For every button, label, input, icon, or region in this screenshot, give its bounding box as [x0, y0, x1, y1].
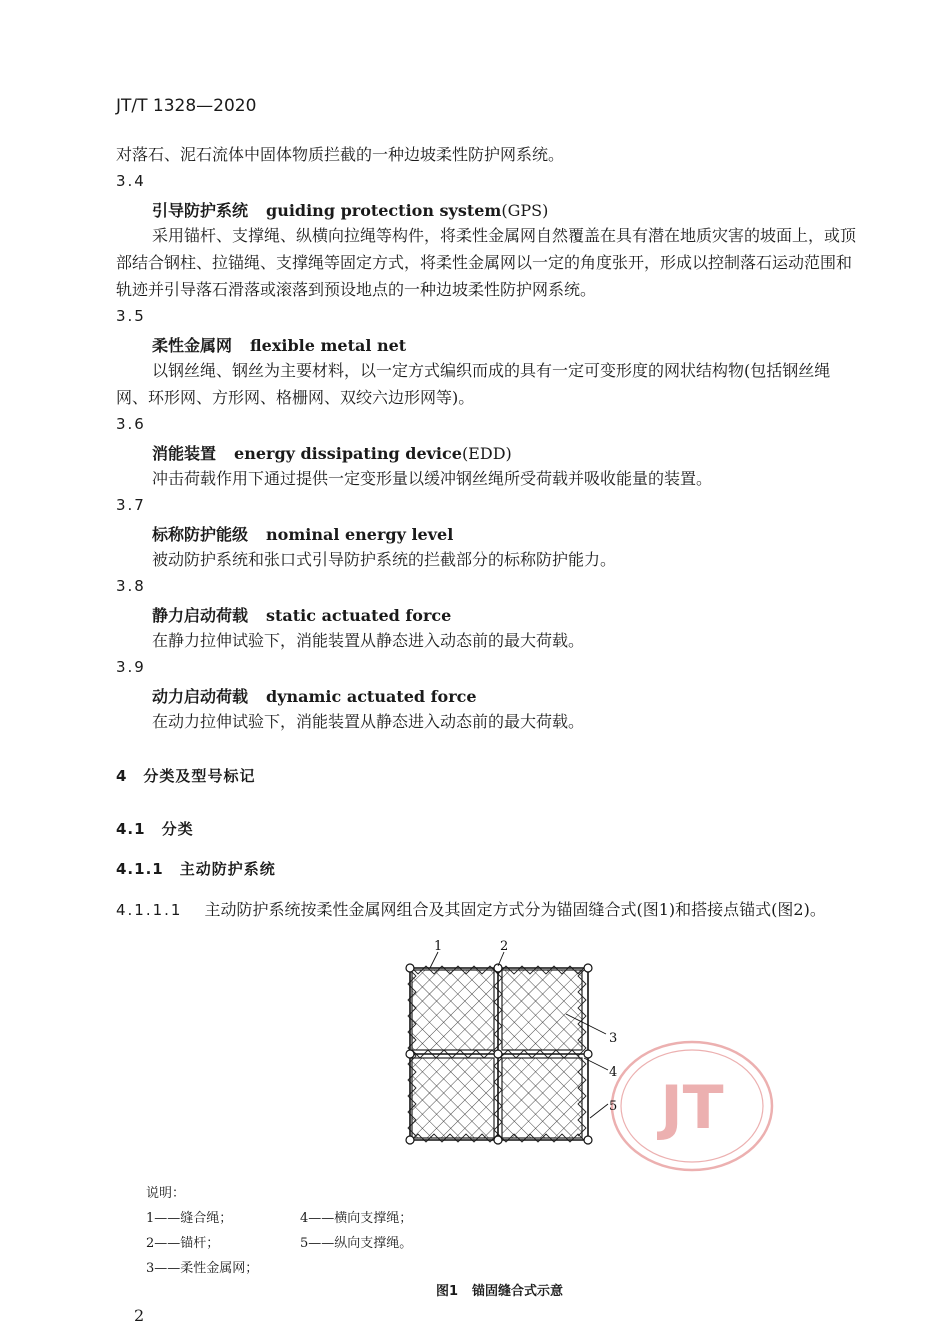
term-cn: 标称防护能级	[152, 525, 249, 544]
callout-leader	[590, 1104, 608, 1118]
caption-text: 锚固缝合式示意	[472, 1284, 564, 1299]
term-en: flexible metal net	[250, 336, 407, 355]
callout-4: 4	[609, 1065, 618, 1080]
clause-text: 主动防护系统按柔性金属网组合及其固定方式分为锚固缝合式(图1)和搭接点锚式(图2)。	[204, 900, 826, 919]
stamp-text: JT	[660, 1073, 724, 1143]
definition-3-6: 冲击荷载作用下通过提供一定变形量以缓冲钢丝绳所受荷载并吸收能量的装置。	[152, 469, 713, 488]
term-cn: 引导防护系统	[152, 201, 249, 220]
figure-caption	[436, 1280, 563, 1299]
anchor-bolt	[406, 1050, 414, 1058]
legend-item-5: 5——纵向支撑绳。	[300, 1236, 413, 1251]
definition-3-5-line2: 网、环形网、方形网、格栅网、双绞六边形网等)。	[116, 388, 475, 407]
clause-number-3-9: 3.9	[116, 658, 146, 676]
clause-number-3-6: 3.6	[116, 415, 146, 433]
legend-item-3: 3——柔性金属网；	[146, 1261, 259, 1276]
anchor-bolt	[406, 964, 414, 972]
anchor-bolt	[406, 1136, 414, 1144]
legend-item-4: 4——横向支撑绳；	[300, 1211, 413, 1226]
definition-3-4-line3: 轨迹并引导落石滑落或滚落到预设地点的一种边坡柔性防护网系统。	[116, 280, 597, 299]
clause-number-4-1-1-1: 4.1.1.1	[116, 901, 183, 919]
callout-2: 2	[500, 939, 509, 954]
clause-number-3-5: 3.5	[116, 307, 146, 325]
standard-id: JT/T 1328—2020	[116, 96, 257, 116]
term-en: static actuated force	[266, 606, 452, 625]
anchor-bolt	[584, 1136, 592, 1144]
callout-leader	[498, 952, 504, 966]
definition-3-5-line1: 以钢丝绳、钢丝为主要材料，以一定方式编织而成的具有一定可变形度的网状结构物(包括钢丝绳	[152, 361, 831, 380]
term-3-8	[152, 603, 451, 626]
definition-3-4-line2: 部结合钢柱、拉锚绳、支撑绳等固定方式，将柔性金属网以一定的角度张开，形成以控制落石运动范围和	[116, 253, 853, 272]
jt-stamp-icon	[612, 1042, 772, 1170]
mesh-panel	[412, 1058, 494, 1138]
clause-number-3-8: 3.8	[116, 577, 146, 595]
term-3-5	[152, 333, 406, 356]
page-number: 2	[134, 1306, 145, 1325]
caption-label: 图1	[436, 1284, 459, 1299]
callout-1: 1	[434, 939, 443, 954]
callout-leader	[430, 952, 438, 968]
term-3-4	[152, 198, 548, 221]
mesh-panel	[412, 970, 494, 1050]
paragraph-continuation: 对落石、泥石流体中固体物质拦截的一种边坡柔性防护网系统。	[116, 145, 565, 164]
legend-title: 说明：	[146, 1186, 186, 1201]
definition-3-8: 在静力拉伸试验下，消能装置从静态进入动态前的最大荷载。	[152, 631, 585, 650]
term-abbr: (GPS)	[501, 201, 549, 220]
term-en: dynamic actuated force	[266, 687, 477, 706]
anchor-bolt	[494, 1050, 502, 1058]
term-3-6	[152, 441, 512, 464]
mesh-panel	[502, 970, 582, 1050]
heading-4-1: 4.1 分类	[116, 820, 194, 838]
callout-3: 3	[609, 1031, 618, 1046]
legend-item-1: 1——缝合绳；	[146, 1211, 233, 1226]
figure-1-diagram	[380, 930, 800, 1180]
term-cn: 柔性金属网	[152, 336, 233, 355]
definition-3-4-line1: 采用锚杆、支撑绳、纵横向拉绳等构件，将柔性金属网自然覆盖在具有潜在地质灾害的坡面上，或顶	[152, 226, 857, 245]
definition-3-9: 在动力拉伸试验下，消能装置从静态进入动态前的最大荷载。	[152, 712, 585, 731]
clause-number-3-7: 3.7	[116, 496, 146, 514]
heading-4-1-1: 4.1.1 主动防护系统	[116, 860, 276, 878]
term-3-9	[152, 684, 477, 707]
clause-4-1-1-1	[116, 897, 826, 920]
term-3-7	[152, 522, 453, 545]
term-cn: 消能装置	[152, 444, 217, 463]
term-cn: 动力启动荷载	[152, 687, 249, 706]
term-abbr: (EDD)	[461, 444, 512, 463]
anchor-bolt	[494, 1136, 502, 1144]
term-cn: 静力启动荷载	[152, 606, 249, 625]
term-en: energy dissipating device	[234, 444, 462, 463]
clause-number-3-4: 3.4	[116, 172, 146, 190]
anchor-bolt	[584, 964, 592, 972]
term-en: nominal energy level	[266, 525, 454, 544]
anchor-bolt	[584, 1050, 592, 1058]
heading-4: 4 分类及型号标记	[116, 767, 256, 785]
legend-item-2: 2——锚杆；	[146, 1236, 220, 1251]
mesh-panel	[502, 1058, 582, 1138]
definition-3-7: 被动防护系统和张口式引导防护系统的拦截部分的标称防护能力。	[152, 550, 617, 569]
term-en: guiding protection system	[266, 201, 502, 220]
callout-5: 5	[609, 1099, 618, 1114]
